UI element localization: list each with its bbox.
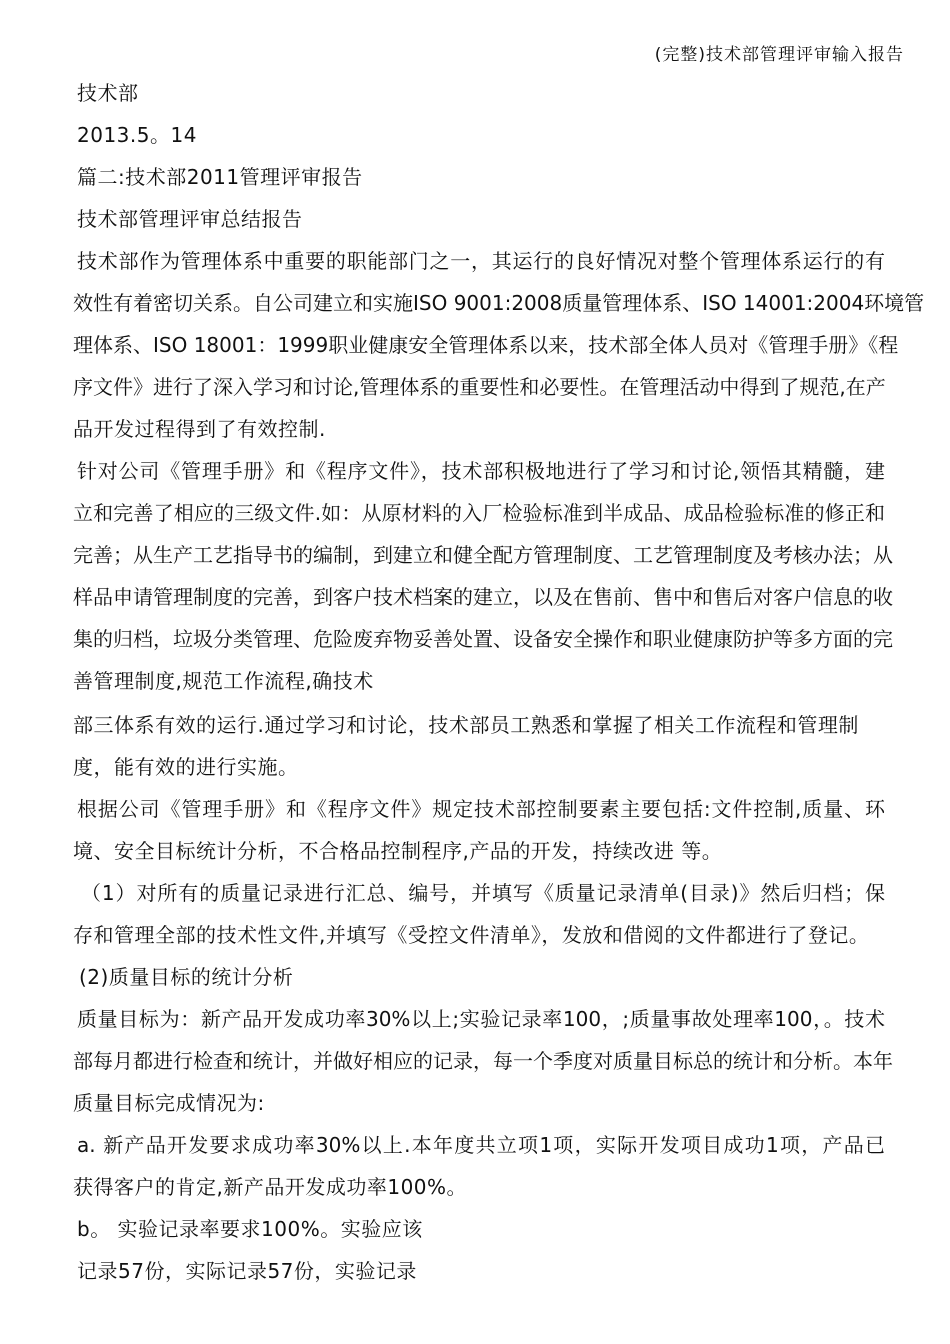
department-name: 技术部: [77, 81, 139, 105]
paragraph-line: 针对公司《管理手册》和《程序文件》，技术部积极地进行了学习和讨论,领悟其精髓，建: [77, 459, 885, 483]
paragraph-line: 记录57份，实际记录57份，实验记录: [77, 1259, 417, 1283]
paragraph-line: 根据公司《管理手册》和《程序文件》规定技术部控制要素主要包括:文件控制,质量、环: [77, 797, 885, 821]
paragraph-line: 理体系、ISO 18001：1999职业健康安全管理体系以来，技术部全体人员对《管理手册》《程: [73, 333, 899, 357]
paragraph-line: 境、安全目标统计分析，不合格品控制程序,产品的开发，持续改进 等。: [73, 839, 723, 863]
paragraph-line: 度，能有效的进行实施。: [73, 755, 299, 779]
section-title: 篇二:技术部2011管理评审报告: [77, 165, 363, 189]
paragraph-line: 集的归档，垃圾分类管理、危险废弃物妥善处置、设备安全操作和职业健康防护等多方面的完: [73, 627, 893, 651]
paragraph-line: 序文件》进行了深入学习和讨论,管理体系的重要性和必要性。在管理活动中得到了规范,在产: [73, 375, 886, 399]
paragraph-line: 善管理制度,规范工作流程,确技术: [73, 669, 374, 693]
paragraph-line: 完善；从生产工艺指导书的编制，到建立和健全配方管理制度、工艺管理制度及考核办法；从: [73, 543, 893, 567]
date-line: 2013.5。14: [77, 123, 197, 147]
paragraph-line: 部每月都进行检查和统计，并做好相应的记录，每一个季度对质量目标总的统计和分析。本年: [73, 1049, 893, 1073]
paragraph-line: 品开发过程得到了有效控制.: [73, 417, 326, 441]
paragraph-line: 存和管理全部的技术性文件,并填写《受控文件清单》，发放和借阅的文件都进行了登记。: [73, 923, 870, 947]
paragraph-line: 质量目标完成情况为:: [73, 1091, 265, 1115]
paragraph-line: 立和完善了相应的三级文件.如：从原材料的入厂检验标准到半成品、成品检验标准的修正和: [73, 501, 885, 525]
list-item-b: b。 实验记录率要求100%。实验应该: [77, 1217, 423, 1241]
report-title: 技术部管理评审总结报告: [77, 207, 303, 231]
running-header: (完整)技术部管理评审输入报告: [654, 45, 904, 65]
paragraph-line: 部三体系有效的运行.通过学习和讨论，技术部员工熟悉和掌握了相关工作流程和管理制: [73, 713, 859, 737]
paragraph-line: 效性有着密切关系。自公司建立和实施ISO 9001:2008质量管理体系、ISO 14001:2004环境管: [73, 291, 925, 315]
paragraph-line: 样品申请管理制度的完善，到客户技术档案的建立，以及在售前、售中和售后对客户信息的收: [73, 585, 893, 609]
paragraph-line: 获得客户的肯定,新产品开发成功率100%。: [73, 1175, 468, 1199]
paragraph-line: 质量目标为：新产品开发成功率30%以上;实验记录率100，;质量事故处理率100，。技术: [77, 1007, 885, 1031]
paragraph-line: 技术部作为管理体系中重要的职能部门之一，其运行的良好情况对整个管理体系运行的有: [77, 249, 885, 273]
subsection-title: (2)质量目标的统计分析: [79, 965, 294, 989]
list-item-a: a. 新产品开发要求成功率30%以上.本年度共立项1项，实际开发项目成功1项，产品已: [77, 1133, 885, 1157]
list-item-1: （1）对所有的质量记录进行汇总、编号，并填写《质量记录清单(目录)》然后归档；保: [81, 881, 885, 905]
